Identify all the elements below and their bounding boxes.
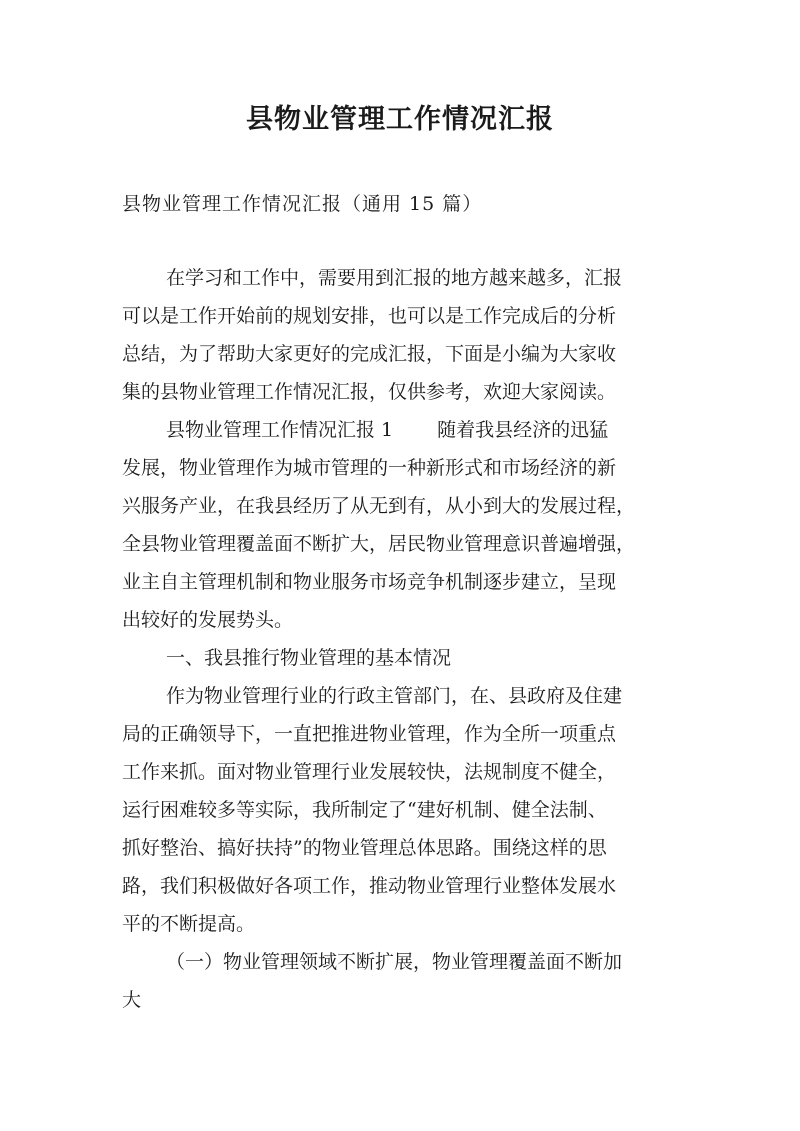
paragraph-line: 抓好整治、搞好扶持”的物业管理总体思路。围绕这样的思: [122, 837, 607, 859]
paragraph-line: 平的不断提高。: [122, 913, 256, 935]
paragraph-line: 总结，为了帮助大家更好的完成汇报，下面是小编为大家收: [122, 343, 617, 365]
subsection-heading-continuation: 大: [122, 989, 142, 1011]
paragraph-line: 业主自主管理机制和物业服务市场竞争机制逐步建立，呈现: [122, 571, 617, 593]
paragraph-line: 工作来抓。面对物业管理行业发展较快，法规制度不健全，: [122, 761, 617, 783]
document-title: 县物业管理工作情况汇报: [246, 104, 554, 135]
subsection-heading: （一）物业管理领域不断扩展，物业管理覆盖面不断加: [166, 951, 623, 973]
paragraph-line: [166, 418, 608, 442]
paragraph-line: 兴服务产业，在我县经历了从无到有，从小到大的发展过程，: [122, 495, 636, 517]
paragraph-line: 集的县物业管理工作情况汇报，仅供参考，欢迎大家阅读。: [122, 381, 617, 403]
paragraph-line: 可以是工作开始前的规划安排，也可以是工作完成后的分析: [122, 305, 617, 327]
paragraph-line: 作为物业管理行业的行政主管部门，在、县政府及住建: [166, 685, 623, 707]
paragraph-line: 局的正确领导下，一直把推进物业管理，作为全所一项重点: [122, 723, 617, 745]
paragraph-text: 随着我县经济的迅猛: [437, 419, 609, 441]
document-subtitle: 县物业管理工作情况汇报（通用 15 篇）: [122, 193, 483, 215]
paragraph-line: 在学习和工作中，需要用到汇报的地方越来越多，汇报: [166, 267, 623, 289]
paragraph-line: 出较好的发展势头。: [122, 609, 294, 631]
paragraph-line: 路，我们积极做好各项工作，推动物业管理行业整体发展水: [122, 875, 617, 897]
paragraph-line: 发展，物业管理作为城市管理的一种新形式和市场经济的新: [122, 457, 617, 479]
paragraph-line: 全县物业管理覆盖面不断扩大，居民物业管理意识普遍增强，: [122, 533, 636, 555]
section-heading: 一、我县推行物业管理的基本情况: [166, 647, 452, 669]
paragraph-line: 运行困难较多等实际，我所制定了“建好机制、健全法制、: [122, 799, 607, 821]
section-heading: 县物业管理工作情况汇报 1: [166, 419, 394, 441]
